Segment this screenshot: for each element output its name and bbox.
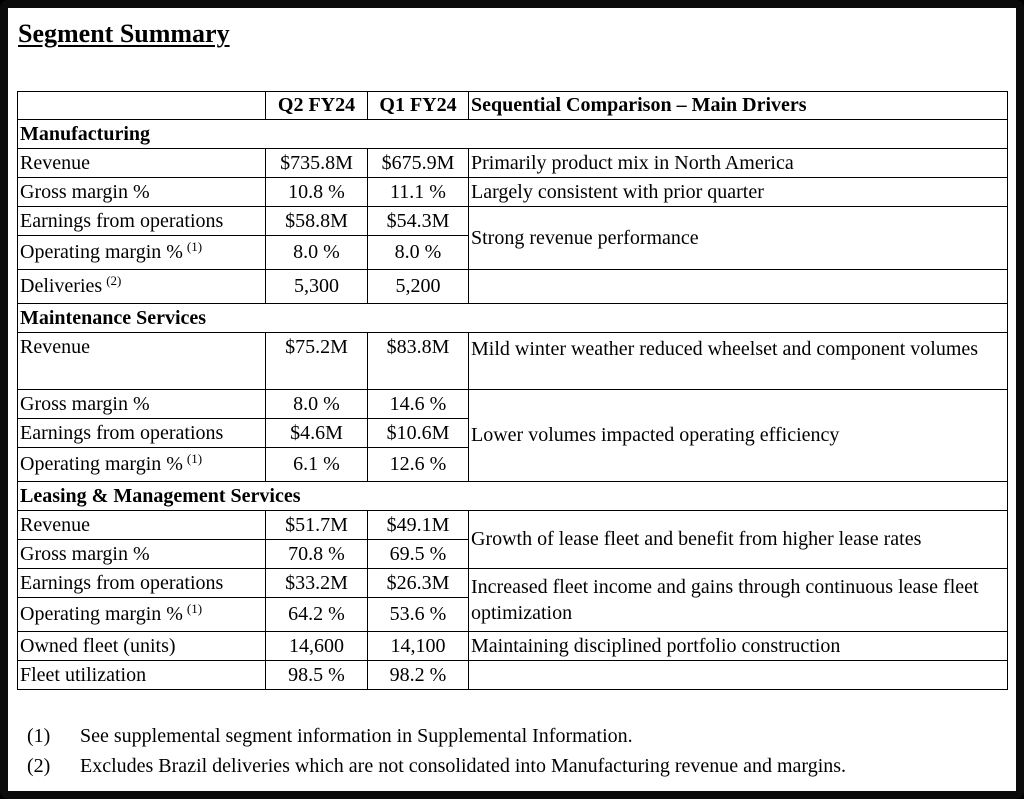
row-label: Revenue (18, 333, 266, 390)
driver-cell-merged: Increased fleet income and gains through continuous lease fleet optimization (469, 569, 1008, 632)
q1-value: $54.3M (368, 207, 469, 236)
footnote-text: Excludes Brazil deliveries which are not consolidated into Manufacturing revenue and margins. (80, 755, 847, 778)
document-page (8, 8, 1016, 787)
table-row (18, 178, 1008, 207)
footnote-ref-1: (1) (186, 450, 203, 466)
q1-value: 12.6 % (368, 448, 469, 482)
q2-value: $735.8M (266, 149, 368, 178)
footnote-marker: (1) (27, 725, 51, 748)
q1-value: 14.6 % (368, 390, 469, 419)
header-sequential-comparison: Sequential Comparison – Main Drivers (469, 92, 1008, 120)
section-row-maintenance-services (18, 304, 1008, 333)
table-row (18, 511, 1008, 540)
row-label: Gross margin % (18, 540, 266, 569)
row-label: Revenue (18, 511, 266, 540)
table-row (18, 390, 1008, 419)
row-label (18, 448, 266, 482)
label-text: Deliveries (20, 275, 103, 298)
row-label: Earnings from operations (18, 569, 266, 598)
footnote-ref-2: (2) (106, 272, 122, 288)
q1-value: 11.1 % (368, 178, 469, 207)
header-empty-cell (18, 92, 266, 120)
table-header-row (18, 92, 1008, 120)
table-row (18, 149, 1008, 178)
driver-cell-empty (469, 270, 1008, 304)
row-label: Earnings from operations (18, 419, 266, 448)
row-label: Gross margin % (18, 178, 266, 207)
q1-value: $26.3M (368, 569, 469, 598)
q2-value: $33.2M (266, 569, 368, 598)
section-row-leasing-management-services (18, 482, 1008, 511)
header-q2-fy24: Q2 FY24 (266, 92, 368, 120)
q2-value: 5,300 (266, 270, 368, 304)
q1-value: 8.0 % (368, 236, 469, 270)
footnote-ref-1: (1) (186, 238, 203, 254)
page-title: Segment Summary (18, 19, 230, 48)
row-label (18, 236, 266, 270)
row-label (18, 598, 266, 632)
segment-summary-table (17, 91, 1008, 690)
q2-value: 8.0 % (266, 236, 368, 270)
table-row (18, 569, 1008, 598)
driver-cell-merged: Strong revenue performance (469, 207, 1008, 270)
table-row (18, 333, 1008, 390)
driver-cell: Maintaining disciplined portfolio construction (469, 632, 1008, 661)
q2-value: $51.7M (266, 511, 368, 540)
row-label (18, 270, 266, 304)
q1-value: $49.1M (368, 511, 469, 540)
header-q1-fy24: Q1 FY24 (368, 92, 469, 120)
section-title: Leasing & Management Services (18, 482, 1008, 511)
q1-value: 53.6 % (368, 598, 469, 632)
section-row-manufacturing (18, 120, 1008, 149)
q1-value: 14,100 (368, 632, 469, 661)
row-label: Revenue (18, 149, 266, 178)
label-text: Operating margin % (20, 241, 183, 264)
q1-value: $83.8M (368, 333, 469, 390)
q2-value: 10.8 % (266, 178, 368, 207)
footnote-1 (27, 721, 1007, 751)
q2-value: 70.8 % (266, 540, 368, 569)
q1-value: 69.5 % (368, 540, 469, 569)
footnote-marker: (2) (27, 755, 51, 778)
driver-cell: Primarily product mix in North America (469, 149, 1008, 178)
label-text: Operating margin % (20, 603, 183, 626)
table-row (18, 270, 1008, 304)
q2-value: $4.6M (266, 419, 368, 448)
row-label: Gross margin % (18, 390, 266, 419)
section-title: Manufacturing (18, 120, 1008, 149)
table-row (18, 661, 1008, 690)
q1-value: $675.9M (368, 149, 469, 178)
table-row (18, 632, 1008, 661)
q2-value: 14,600 (266, 632, 368, 661)
q2-value: 6.1 % (266, 448, 368, 482)
table-row (18, 207, 1008, 236)
q2-value: 8.0 % (266, 390, 368, 419)
driver-cell-merged: Lower volumes impacted operating efficiency (469, 390, 1008, 482)
q2-value: $58.8M (266, 207, 368, 236)
q2-value: $75.2M (266, 333, 368, 390)
q1-value: 5,200 (368, 270, 469, 304)
q1-value: 98.2 % (368, 661, 469, 690)
footnote-2 (27, 751, 1007, 781)
row-label: Earnings from operations (18, 207, 266, 236)
footnote-text: See supplemental segment information in Supplemental Information. (80, 725, 633, 748)
q1-value: $10.6M (368, 419, 469, 448)
row-label: Fleet utilization (18, 661, 266, 690)
driver-cell: Largely consistent with prior quarter (469, 178, 1008, 207)
driver-cell: Mild winter weather reduced wheelset and component volumes (469, 333, 1008, 390)
q2-value: 98.5 % (266, 661, 368, 690)
driver-cell-empty (469, 661, 1008, 690)
label-text: Operating margin % (20, 453, 183, 476)
driver-cell-merged: Growth of lease fleet and benefit from higher lease rates (469, 511, 1008, 569)
footnote-ref-1: (1) (186, 600, 203, 616)
footnotes (27, 721, 1007, 781)
row-label: Owned fleet (units) (18, 632, 266, 661)
q2-value: 64.2 % (266, 598, 368, 632)
section-title: Maintenance Services (18, 304, 1008, 333)
